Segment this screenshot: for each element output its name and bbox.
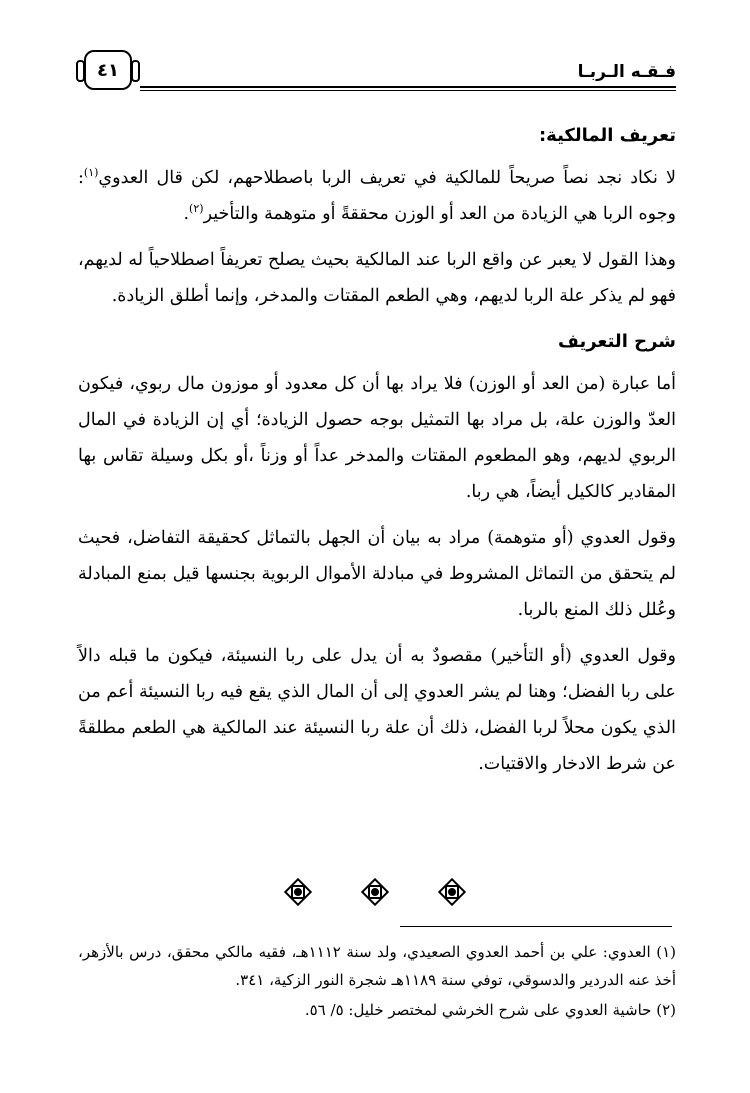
section-heading-explanation: شرح التعريف [558, 331, 676, 352]
footnote-separator [400, 926, 672, 927]
ornament-icon [361, 878, 389, 906]
footnote-ref-2[interactable]: (٢) [189, 202, 204, 216]
paragraph-delay: وقول العدوي (أو التأخير) مقصودٌ به أن يدل على ربا النسيئة، فيكون ما قبله دالاً على ربا الفضل؛ وهنا لم يشر العدوي إلى أن المال الذي يقع فيه ربا النسيئة أعم من الذي يكون محلاً لربا الفضل، ذلك أن علة ربا النسيئة عند المالكية هي الطعم مطلقةً عن شرط الادخار والاقتيات. [78, 646, 676, 774]
running-header [84, 50, 676, 90]
paragraph-text: : وجوه الربا هي الزيادة من العد أو الوزن محققةً أو متوهمة والتأخير [78, 168, 676, 224]
footnote-ref-1[interactable]: (١) [83, 166, 99, 180]
paragraph-presumed: وقول العدوي (أو متوهمة) مراد به بيان أن الجهل بالتماثل كحقيقة التفاضل، فحيث لم يتحقق من التماثل المشروط في مبادلة الأموال الربوية بجنسها قيل بمنع المبادلة وعُلل ذلك المنع بالربا. [78, 528, 676, 620]
paragraph-critique: وهذا القول لا يعبر عن واقع الربا عند المالكية بحيث يصلح تعريفاً اصطلاحياً له لديهم، فهو لم يذكر علة الربا لديهم، وهي الطعم المقتات والمدخر، وإنما أطلق الزيادة. [78, 250, 676, 306]
paragraph-text: لا نكاد نجد نصاً صريحاً للمالكية في تعريف الربا باصطلاحهم، لكن قال العدوي [98, 168, 676, 188]
page-number: ٤١ [97, 59, 119, 81]
running-title: فـقـه الـربـا [577, 62, 676, 82]
header-rule [140, 86, 676, 88]
section-ornament [0, 878, 750, 910]
paragraph-count-weight: أما عبارة (من العد أو الوزن) فلا يراد بها أن كل معدود أو موزون مال ربوي، فيكون العدّ والوزن علة، بل مراد بها التمثيل بوجه حصول الزيادة؛ أي إن الزيادة في المال الربوي لديهم، وهو المطعوم المقتات والمدخر عداً أو وزناً ،أو بكل وسيلة تقاس بها المقادير كالكيل أيضاً، هي ربا. [78, 374, 676, 502]
footnote-1: (١) العدوي: علي بن أحمد العدوي الصعيدي، ولد سنة ١١١٢هـ، فقيه مالكي محقق، درس بالأزهر، أخذ عنه الدردير والدسوقي، توفي سنة ١١٨٩هـ شجرة النور الزكية، ٣٤١. [78, 943, 676, 989]
ornament-icon [438, 878, 466, 906]
paragraph-adawi-definition: لا نكاد نجد نصاً صريحاً للمالكية في تعريف الربا باصطلاحهم، لكن قال العدوي$^{(١)}$: وجوه الربا هي الزيادة من العد أو الوزن محققةً أو متوهمة والتأخير$^{(٢)}$. [78, 166, 676, 224]
header-rule-thin [140, 90, 676, 91]
section-heading-maliki-definition: تعريف المالكية: [538, 125, 676, 146]
page-number-badge [84, 50, 132, 90]
footnotes [78, 938, 676, 1026]
page-body [78, 118, 676, 792]
ornament-icon [284, 878, 312, 906]
footnote-2: (٢) حاشية العدوي على شرح الخرشي لمختصر خليل: ٥/ ٥٦. [304, 1001, 676, 1019]
